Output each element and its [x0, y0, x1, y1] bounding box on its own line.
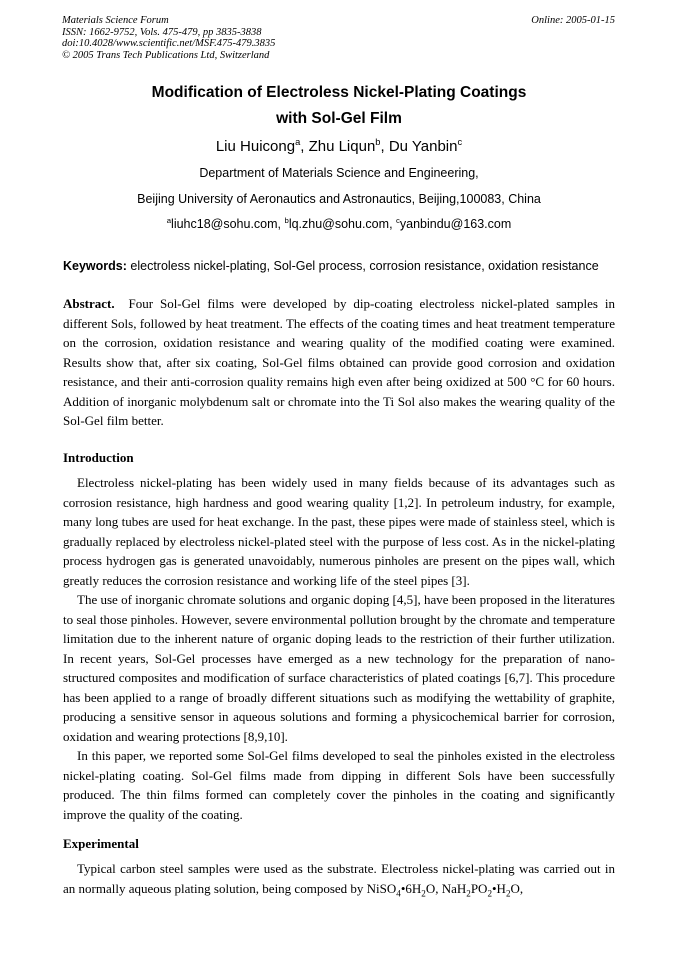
title-line-2: with Sol-Gel Film [276, 110, 402, 127]
author-affil-mark: a [295, 137, 301, 147]
formula-nickel-sulfate: $NiSO_4•6H_2O$ [366, 880, 436, 899]
paragraph: In this paper, we reported some Sol-Gel films developed to seal the pinholes existed in the electroless nickel-plating coating. Sol-Gel films made from dipping in different Sols have been successfully produced. The thin films formed can completely cover the pinholes in the coating and significantly improve the quality of the coating. [63, 748, 615, 822]
email-mark: b [284, 215, 289, 225]
email-mark: c [396, 215, 400, 225]
experimental-body [63, 859, 615, 898]
email-link[interactable]: liuhc18@sohu.com [171, 217, 278, 231]
affiliation-dept: Department of Materials Science and Engineering, [199, 166, 479, 180]
title-line-1: Modification of Electroless Nickel-Plating Coatings [151, 84, 527, 101]
author-name: Du Yanbin [388, 138, 458, 155]
keywords [63, 259, 615, 273]
email-mark: a [166, 215, 172, 225]
doi-line: doi:10.4028/www.scientific.net/MSF.475-479.3835 [62, 38, 276, 49]
paper-title [0, 80, 678, 132]
online-date: Online: 2005-01-15 [531, 15, 615, 26]
abstract-text: Four Sol-Gel films were developed by dip-coating electroless nickel-plated samples in different Sols, followed by heat treatment. The effects of the coating times and heat treatment temperature on the corrosion, oxidation resistance and wearing quality of the modified coating were examined. Results show that, after six coating, Sol-Gel films obtained can provide good corrosion and oxidation resistance, and their anti-corrosion quality remains high even after being oxidized at 500 °C for 60 hours. Addition of inorganic molybdenum salt or chromate into the Ti Sol also makes the wearing quality of the Sol-Gel film better. [63, 296, 615, 428]
page-header [62, 15, 615, 61]
author-name: Liu Huicong [215, 138, 296, 155]
email-link[interactable]: yanbindu@163.com [399, 217, 512, 231]
paragraph: The use of inorganic chromate solutions and organic doping [4,5], have been proposed in the literatures to seal those pinholes. However, severe environmental pollution brought by the chromate and temperature limitation due to the inherent nature of organic doping leads to the restriction of their further utilization. In recent years, Sol-Gel processes have emerged as a new technology for the preparation of nano-structured composites and modification of surface characteristics of plated coatings [6,7]. This procedure has been applied to a range of broadly different situations such as modifying the wettability of graphite, producing a sensitive sensor in aqueous solutions and forming a physicochemical barrier for corrosion, oxidation and wearing protections [8,9,10]. [63, 592, 615, 744]
author-list: Liu Huicong$^a$, Zhu Liqun$^b$, Du Yanbin$^c$ [215, 137, 463, 155]
copyright-line: © 2005 Trans Tech Publications Ltd, Switzerland [62, 49, 270, 61]
affiliation-university: Beijing University of Aeronautics and Astronautics, Beijing,100083, China [137, 192, 541, 206]
abstract [63, 294, 615, 431]
author-emails: $^a$liuhc18@sohu.com, $^b$lq.zhu@sohu.com, $^c$yanbindu@163.com [166, 215, 512, 231]
section-heading-experimental: Experimental [63, 836, 139, 851]
abstract-label: Abstract. [63, 296, 115, 311]
keywords-text: electroless nickel-plating, Sol-Gel process, corrosion resistance, oxidation resistance [130, 259, 599, 273]
author-affil-mark: c [457, 137, 463, 147]
paragraph: Electroless nickel-plating has been widely used in many fields because of its advantages such as corrosion resistance, high hardness and good wearing quality [1,2]. In petroleum industry, for example, many long tubes are used for heat exchange. In the past, these pipes were made of stainless steel, which is gradually replaced by electroless nickel-plated steel with the purpose of less cost. As in the nickel-plating process hydrogen gas is generated unavoidably, numerous pinholes are present on the pipes wall, which greatly reduces the corrosion resistance and working life of the steel pipes [3]. [63, 475, 615, 588]
keywords-label: Keywords: [63, 259, 127, 273]
author-name: Zhu Liqun [308, 138, 376, 155]
email-link[interactable]: lq.zhu@sohu.com [288, 217, 390, 231]
journal-name: Materials Science Forum [62, 15, 169, 26]
formula-sodium-hypophosphite: $NaH_2PO_2•H_2O$ [441, 880, 520, 899]
section-heading-introduction: Introduction [63, 450, 134, 465]
introduction-body [63, 473, 615, 824]
paragraph: Typical carbon steel samples were used as the substrate. Electroless nickel-plating was carried out in an normally aqueous plating solution, being composed by $NiSO_4•6H_2O$, $NaH_2PO_2•H_2O$, [63, 861, 615, 899]
issn-line: ISSN: 1662-9752, Vols. 475-479, pp 3835-3838 [62, 26, 262, 38]
author-affil-mark: b [375, 137, 381, 147]
